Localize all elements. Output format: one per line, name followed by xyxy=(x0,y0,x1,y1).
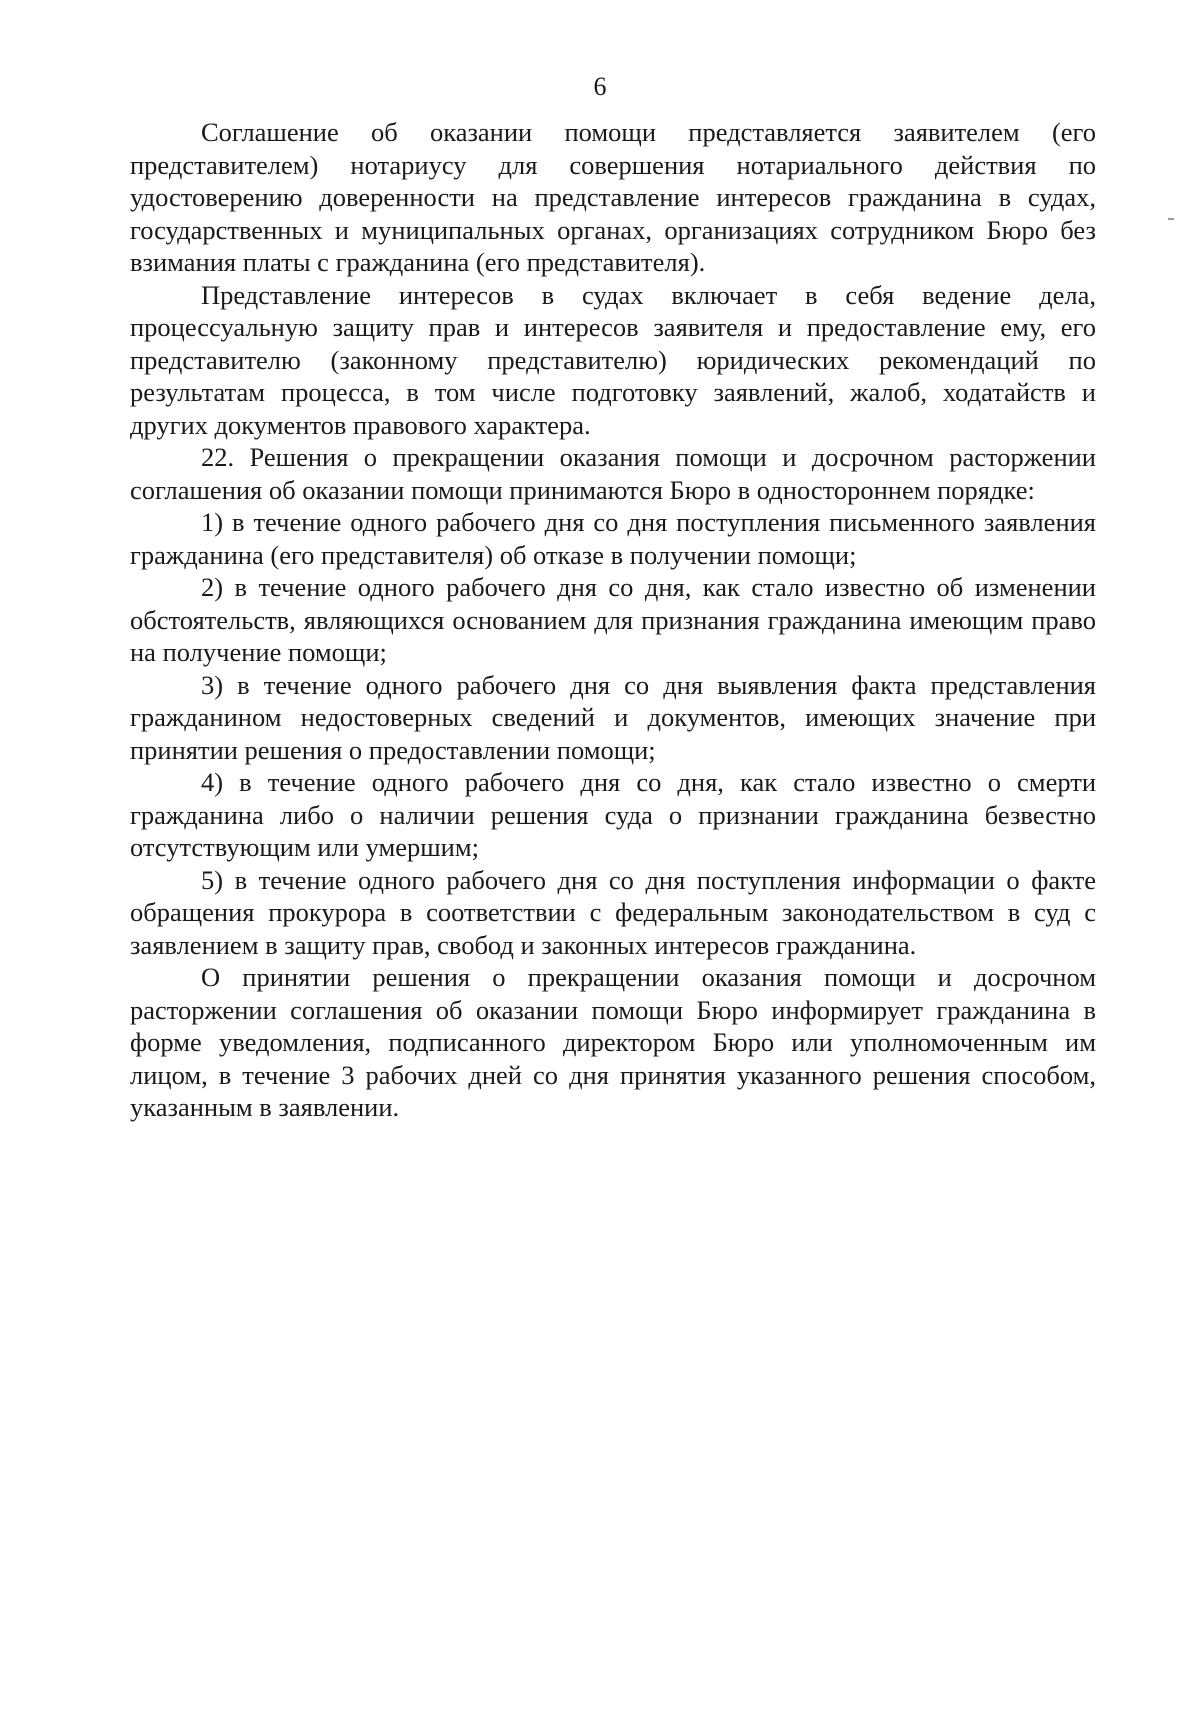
list-item-3: 3) в течение одного рабочего дня со дня выявления факта представления гражданином недостоверных сведений и документов, имеющих значение при принятии решения о предоставлении помощи; xyxy=(130,669,1096,765)
page-number: 6 xyxy=(593,72,607,101)
paragraph-clause-22: 22. Решения о прекращении оказания помощи и досрочном расторжении соглашения об оказании помощи принимаются Бюро в одностороннем порядке: xyxy=(130,442,1096,505)
paragraph-notification: О принятии решения о прекращении оказания помощи и досрочном расторжении соглашения об оказании помощи Бюро информирует гражданина в форме уведомления, подписанного директором Бюро или уполномоченным им лицом, в течение 3 рабочих дней со дня принятия указанного решения способом, указанным в заявлении. xyxy=(130,962,1096,1122)
list-item-5: 5) в течение одного рабочего дня со дня поступления информации о факте обращения прокурора в соответствии с федеральным законодательством в суд с заявлением в защиту прав, свобод и законных интересов гражданина. xyxy=(130,864,1096,960)
paragraph-court-representation: Представление интересов в судах включает в себя ведение дела, процессуальную защиту прав и интересов заявителя и предоставление ему, его представителю (законному представителю) юридических рекомендаций по результатам процесса, в том числе подготовку заявлений, жалоб, ходатайств и других документов правового характера. xyxy=(130,279,1096,440)
scan-margin-mark xyxy=(1168,218,1174,220)
document-body xyxy=(130,116,1096,1124)
list-item-4: 4) в течение одного рабочего дня со дня, как стало известно о смерти гражданина либо о наличии решения суда о признании гражданина безвестно отсутствующим или умершим; xyxy=(130,767,1096,862)
list-item-1: 1) в течение одного рабочего дня со дня поступления письменного заявления гражданина (его представителя) об отказе в получении помощи; xyxy=(130,507,1096,570)
paragraph-agreement-notary: Соглашение об оказании помощи представляется заявителем (его представителем) нотариусу для совершения нотариального действия по удостоверению доверенности на представление интересов гражданина в судах, государственных и муниципальных органах, организациях сотрудником Бюро без взимания платы с гражданина (его представителя). xyxy=(130,117,1096,277)
list-item-2: 2) в течение одного рабочего дня со дня, как стало известно об изменении обстоятельств, являющихся основанием для признания гражданина имеющим право на получение помощи; xyxy=(130,572,1096,667)
